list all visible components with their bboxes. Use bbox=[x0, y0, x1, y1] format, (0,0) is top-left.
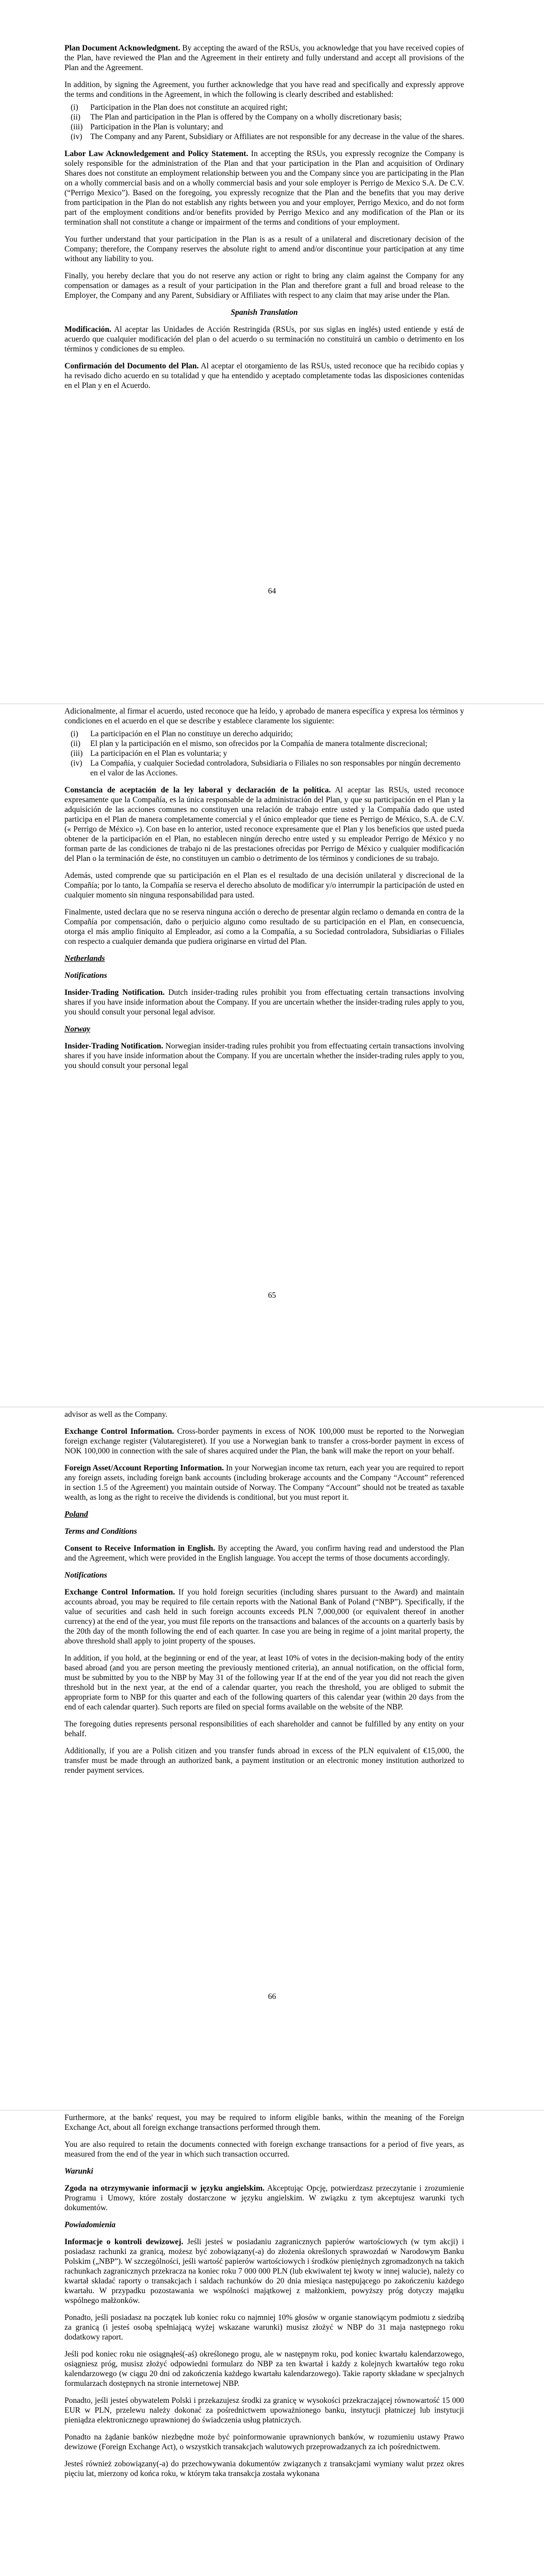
paragraph-text: Jeśli jesteś w posiadaniu zagranicznych papierów wartościowych (w tym akcji) i posiadasz rachunki za granicą, możesz być zobowiązany(-a) do złożenia określonych sprawozdań w Narodowym Banku Polskim („NBP”). W szczególności, jeśli wartość papierów wartościowych i środków pieniężnych zgromadzonych na takich rachunkach zagranicznych przekracza na koniec roku 7 000 000 PLN (lub ekwiwalent tej kwoty w innej walucie), należy co kwartał składać raporty o transakcjach i saldach rachunków do 20 dnia miesiąca następującego po zakończeniu każdego kwartału. W przypadku pozostawania we wspólności majątkowej z małżonkiem, powyższy próg dotyczy majątku wspólnego małżonków. bbox=[64, 2238, 464, 2305]
paragraph-text: In accepting the RSUs, you expressly recognize the Company is solely responsible for the administration of the Plan and that your participation in the Plan and acquisition of Ordinary Shares does not constitute an employment relationship between you and the Company since you are participating in the Plan on a wholly commercial basis and on a wholly commercial basis and your sole employer is Perrigo de Mexico S.A. De C.V. (“Perrigo Mexico”). Based on the foregoing, you expressly recognize that the Plan and the benefits that you may derive from participation in the Plan do not establish any rights between you and your employer, Perrigo Mexico, and do not form part of the employment conditions and/or benefits provided by Perrigo Mexico and any modification of the Plan or its termination shall not constitute a change or impairment of the terms and conditions of your employment. bbox=[64, 149, 464, 227]
list-item-text: Participation in the Plan is voluntary; and bbox=[90, 123, 223, 131]
paragraph-text: In addition, by signing the Agreement, you further acknowledge that you have read and specifically and expressly approve the terms and conditions in the Agreement, in which the following is clearly described and established: bbox=[64, 80, 464, 99]
paragraph bbox=[64, 2432, 464, 2452]
paragraph bbox=[64, 2459, 464, 2479]
paragraph-lead: Foreign Asset/Account Reporting Information. bbox=[64, 1464, 224, 1472]
paragraph-lead: Zgoda na otrzymywanie informacji w języku angielskim. bbox=[64, 2184, 265, 2193]
paragraph bbox=[64, 2113, 464, 2132]
paragraph-lead: Consent to Receive Information in English. bbox=[64, 1544, 216, 1553]
paragraph bbox=[64, 2349, 464, 2388]
paragraph-text: Ponadto, jeśli posiadasz na początek lub koniec roku co najmniej 10% głosów w organie stanowiącym podmiotu z siedzibą za granicą (i jesteś osobą spełniającą wyżej wskazane warunki) musisz złożyć w NBP do 31 maja następnego roku dodatkowy raport. bbox=[64, 2313, 464, 2342]
paragraph-text: By accepting the award of the RSUs, you acknowledge that you have received copies of the Plan, have reviewed the Plan and the Agreement in their entirety and fully understand and accept all provisions of the Plan and the Agreement. bbox=[64, 44, 464, 72]
paragraph bbox=[64, 2183, 464, 2213]
list-item-text: La Compañía, y cualquier Sociedad controladora, Subsidiaria o Filiales no son responsables por ningún decremento en el valor de las Acciones. bbox=[90, 759, 460, 777]
paragraph-lead: Confirmación del Documento del Plan. bbox=[64, 362, 199, 370]
paragraph-text: In your Norwegian income tax return, each year you are required to report any foreign assets, including foreign bank accounts (including brokerage accounts and the Company “Account” referenced in section 1.5 of the Agreement) you maintain outside of Norway. The Company “Account” should not be treated as taxable wealth, as long as the right to receive the dividends is conditional, but you must report it. bbox=[64, 1464, 464, 1502]
list-item-text: La participación en el Plan no constituye un derecho adquirido; bbox=[90, 730, 293, 738]
paragraph-text: Al aceptar las Unidades de Acción Restringida (RSUs, por sus siglas en inglés) usted entiende y está de acuerdo que cualquier modificación del plan o del acuerdo o su terminación no constituirá un cambio o detrimento en los términos y condiciones de su empleo. bbox=[64, 325, 464, 353]
paragraph bbox=[64, 2237, 464, 2306]
list-item-text: The Plan and participation in the Plan is offered by the Company on a wholly discretionary basis; bbox=[90, 113, 402, 122]
section-heading: Norway bbox=[64, 1025, 90, 1033]
paragraph-lead: Modificación. bbox=[64, 325, 111, 334]
paragraph-text: If you hold foreign securities (including shares pursuant to the Award) and maintain accounts abroad, you may be required to file certain reports with the National Bank of Poland (“NBP”). Specifically, if the value of securities and cash held in such foreign accounts exceeds PLN 7,000,000 (or equivalent thereof in another currency) at the end of the year, you must file reports on the transactions and balances of the accounts on a quarterly basis by the 20th day of the month following the end of each quarter. In case you are being in regime of a joint marital property, the above threshold shall apply to joint property of the spouses. bbox=[64, 1588, 464, 1646]
list-item-number: (iii) bbox=[71, 123, 83, 131]
paragraph-text: Finally, you hereby declare that you do not reserve any action or right to bring any claim against the Company for any compensation or damages as a result of your participation in the Plan and therefore grant a full and broad release to the Employer, the Company and any Parent, Subsidiary or Affiliates with respect to any claim that may arise under the Plan. bbox=[64, 272, 464, 300]
list-item-text: La participación en el Plan es voluntaria; y bbox=[90, 749, 227, 758]
list-item-number: (ii) bbox=[71, 113, 80, 122]
section-heading: Poland bbox=[64, 1510, 88, 1519]
paragraph-text: Ponadto, jeśli jesteś obywatelem Polski i przekazujesz środki za granicę w wysokości przekraczającej równowartość 15 000 EUR w PLN, przelewu należy dokonać za pośrednictwem upoważnionego banku, instytucji płatniczej lub instytucji pieniądza elektronicznego uprawnionej do świadczenia usług płatniczych. bbox=[64, 2396, 464, 2425]
paragraph-text: The foregoing duties represents personal responsibilities of each shareholder and cannot be fulfilled by any entity on your behalf. bbox=[64, 1720, 464, 1738]
paragraph-text: Adicionalmente, al firmar el acuerdo, usted reconoce que ha leído, y aprobado de manera específica y expresa los términos y condiciones en el acuerdo en el que se describe y establece claramente los siguiente: bbox=[64, 707, 464, 725]
paragraph bbox=[64, 2140, 464, 2159]
paragraph-text: In addition, if you hold, at the beginning or end of the year, at least 10% of votes in the decision-making body of the entity based abroad (and you are person meeting the previously mentioned criteria), an annual notification, on the official form, must be submitted by you to the NBP by May 31 of the following year If at the end of the year you did not reach the given threshold but in the next year, at the end of a calendar quarter, you reach the threshold, you are obliged to submit the appropriate form to NBP for this quarter and each of the following quarters of this calendar year (within 20 days from the end of each calendar quarter). Such reports are filed on special forms available on the website of the NBP. bbox=[64, 1654, 464, 1711]
list-item-number: (iii) bbox=[71, 749, 83, 758]
section-heading: Netherlands bbox=[64, 954, 105, 963]
page-number: 66 bbox=[268, 1992, 276, 2001]
paragraph-text: Dutch insider-trading rules prohibit you from effectuating certain transactions involving shares if you have inside information about the Company. If you are uncertain whether the insider-trading rules apply to you, you should consult your personal legal advisor. bbox=[64, 988, 464, 1016]
paragraph-text: Additionally, if you are a Polish citizen and you transfer funds abroad in excess of the PLN equivalent of €15,000, the transfer must be made through an authorized bank, a payment institution or an electronic money institution authorized to render payment services. bbox=[64, 1747, 464, 1775]
paragraph-lead: Labor Law Acknowledgement and Policy Statement. bbox=[64, 149, 249, 158]
paragraph-text: Jesteś również zobowiązany(-a) do przechowywania dokumentów związanych z transakcjami wymiany walut przez okres pięciu lat, mierzony od końca roku, w którym taka transakcja została wykonana bbox=[64, 2460, 464, 2478]
paragraph-lead: Insider-Trading Notification. bbox=[64, 1042, 163, 1050]
list-item-number: (iv) bbox=[71, 132, 83, 141]
list-item-number: (i) bbox=[71, 730, 78, 738]
paragraph-text: By accepting the Award, you confirm having read and understood the Plan and the Agreement, which were provided in the English language. You accept the terms of those documents accordingly. bbox=[64, 1544, 464, 1563]
paragraph-text: Akceptując Opcję, potwierdzasz przeczytanie i zrozumienie Programu i Umowy, które zostały dostarczone w języku angielskim. W związku z tym akceptujesz warunki tych dokumentów. bbox=[64, 2184, 464, 2212]
paragraph bbox=[64, 2313, 464, 2342]
page-content bbox=[64, 2113, 464, 2486]
paragraph-text: advisor as well as the Company. bbox=[64, 1410, 168, 1419]
list-item-text: The Company and any Parent, Subsidiary or Affiliates are not responsible for any decrease in the value of the shares. bbox=[90, 132, 464, 141]
section-heading: Notifications bbox=[64, 971, 107, 980]
paragraph-text: Cross-border payments in excess of NOK 100,000 must be reported to the Norwegian foreign exchange register (Valutaregisteret). If you use a Norwegian bank to transfer a cross-border payment in excess of NOK 100,000 in connection with the sale of shares acquired under the Plan, the bank will make the report on your behalf. bbox=[64, 1427, 464, 1455]
paragraph-text: Ponadto na żądanie banków niezbędne może być poinformowanie uprawnionych banków, w rozumieniu ustawy Prawo dewizowe (Foreign Exchange Act), o wszystkich transakcjach walutowych przeprowadzanych za ich pośrednictwem. bbox=[64, 2433, 464, 2451]
section-heading: Spanish Translation bbox=[230, 308, 298, 317]
section-heading: Warunki bbox=[64, 2167, 93, 2176]
list-item-text: El plan y la participación en el mismo, son ofrecidos por la Compañía de manera totalmente discrecional; bbox=[90, 739, 427, 748]
section-heading: Notifications bbox=[64, 1571, 107, 1580]
section-heading: Powiadomienia bbox=[64, 2221, 116, 2229]
paragraph-text: You are also required to retain the documents connected with foreign exchange transactions for a period of five years, as measured from the end of the year in which such transaction occurred. bbox=[64, 2140, 464, 2159]
paragraph-lead: Exchange Control Information. bbox=[64, 1588, 175, 1597]
page-number: 64 bbox=[268, 587, 276, 596]
paragraph-text: Al aceptar las RSUs, usted reconoce expresamente que la Compañía, es la única responsable de la administración del Plan, y que su participación en el Plan y la adquisición de las acciones comunes no constituyen una relación de trabajo entre usted y la Compañía dado que usted participa en el Plan de manera completamente comercial y el único empleador que tiene es Perrigo de México, S.A. de C.V. (« Perrigo de México »). Con base en lo anterior, usted reconoce expresamente que el Plan y los beneficios que usted pueda obtener de la participación en el Plan, no establecen ningún derecho entre usted y su empleador Perrigo de México y no forman parte de las condiciones de trabajo ni de las prestaciones ofrecidas por Perrigo de México y cualquier modificación del Plan o la terminación de éste, no constituyen un cambio o detrimento de los términos y condiciones de su trabajo. bbox=[64, 786, 464, 863]
paragraph-text: Furthermore, at the banks' request, you may be required to inform eligible banks, within the meaning of the Foreign Exchange Act, about all foreign exchange transactions performed through them. bbox=[64, 2113, 464, 2132]
paragraph-lead: Informacje o kontroli dewizowej. bbox=[64, 2238, 184, 2246]
paragraph-text: Finalmente, usted declara que no se reserva ninguna acción o derecho de presentar algún reclamo o demanda en contra de la Compañía por compensación, daño o perjuicio alguno como resultado de su participación en el Plan, en consecuencia, otorga el más amplio finiquito al Empleador, así como a la Compañía, a su Sociedad controladora, Subsidiarias o Filiales con respecto a cualquier demanda que pudiera originarse en virtud del Plan. bbox=[64, 908, 464, 946]
list-item-number: (iv) bbox=[71, 759, 83, 768]
paragraph-text: Al aceptar el otorgamiento de las RSUs, usted reconoce que ha recibido copias y ha revisado dicho acuerdo en su totalidad y que ha entendido y aceptado completamente todas las disposiciones contenidas en el Plan y en el Acuerdo. bbox=[64, 362, 464, 390]
paragraph-text: Jeśli pod koniec roku nie osiągnąłeś(-aś) określonego progu, ale w następnym roku, pod koniec kwartału kalendarzowego, osiągniesz próg, musisz złożyć odpowiedni formularz do NBP za ten kwartał i każdy z kolejnych kwartałów tego roku kalendarzowego (w ciągu 20 dni od zakończenia każdego kwartału kalendarzowego). Takie raporty składane w specjalnych formularzach dostępnych na stronie internetowej NBP. bbox=[64, 2350, 464, 2388]
paragraph-text: You further understand that your participation in the Plan is as a result of a unilateral and discretionary decision of the Company; therefore, the Company reserves the absolute right to amend and/or discontinue your participation at any time without any liability to you. bbox=[64, 235, 464, 263]
paragraph-lead: Exchange Control Information. bbox=[64, 1427, 174, 1436]
paragraph bbox=[64, 2396, 464, 2425]
paragraph-text: Norwegian insider-trading rules prohibit you from effectuating certain transactions involving shares if you have inside information about the Company. If you are uncertain whether the insider-trading rules apply to you, you should consult your personal legal bbox=[64, 1042, 465, 1070]
paragraph-text: Además, usted comprende que su participación en el Plan es el resultado de una decisión unilateral y discrecional de la Compañía; por lo tanto, la Compañía se reserva el derecho absoluto de modificar y/o interrumpir la participación de usted en cualquier momento sin ninguna responsabilidad para usted. bbox=[64, 871, 464, 900]
paragraph-lead: Insider-Trading Notification. bbox=[64, 988, 165, 997]
list-item-number: (ii) bbox=[71, 739, 80, 748]
paragraph-lead: Constancia de aceptación de la ley laboral y declaración de la política. bbox=[64, 786, 331, 794]
page-number: 65 bbox=[268, 1291, 276, 1300]
list-item-number: (i) bbox=[71, 103, 78, 112]
section-heading: Terms and Conditions bbox=[64, 1527, 137, 1536]
list-item-text: Participation in the Plan does not constitute an acquired right; bbox=[90, 103, 288, 112]
paragraph-lead: Plan Document Acknowledgment. bbox=[64, 44, 180, 53]
